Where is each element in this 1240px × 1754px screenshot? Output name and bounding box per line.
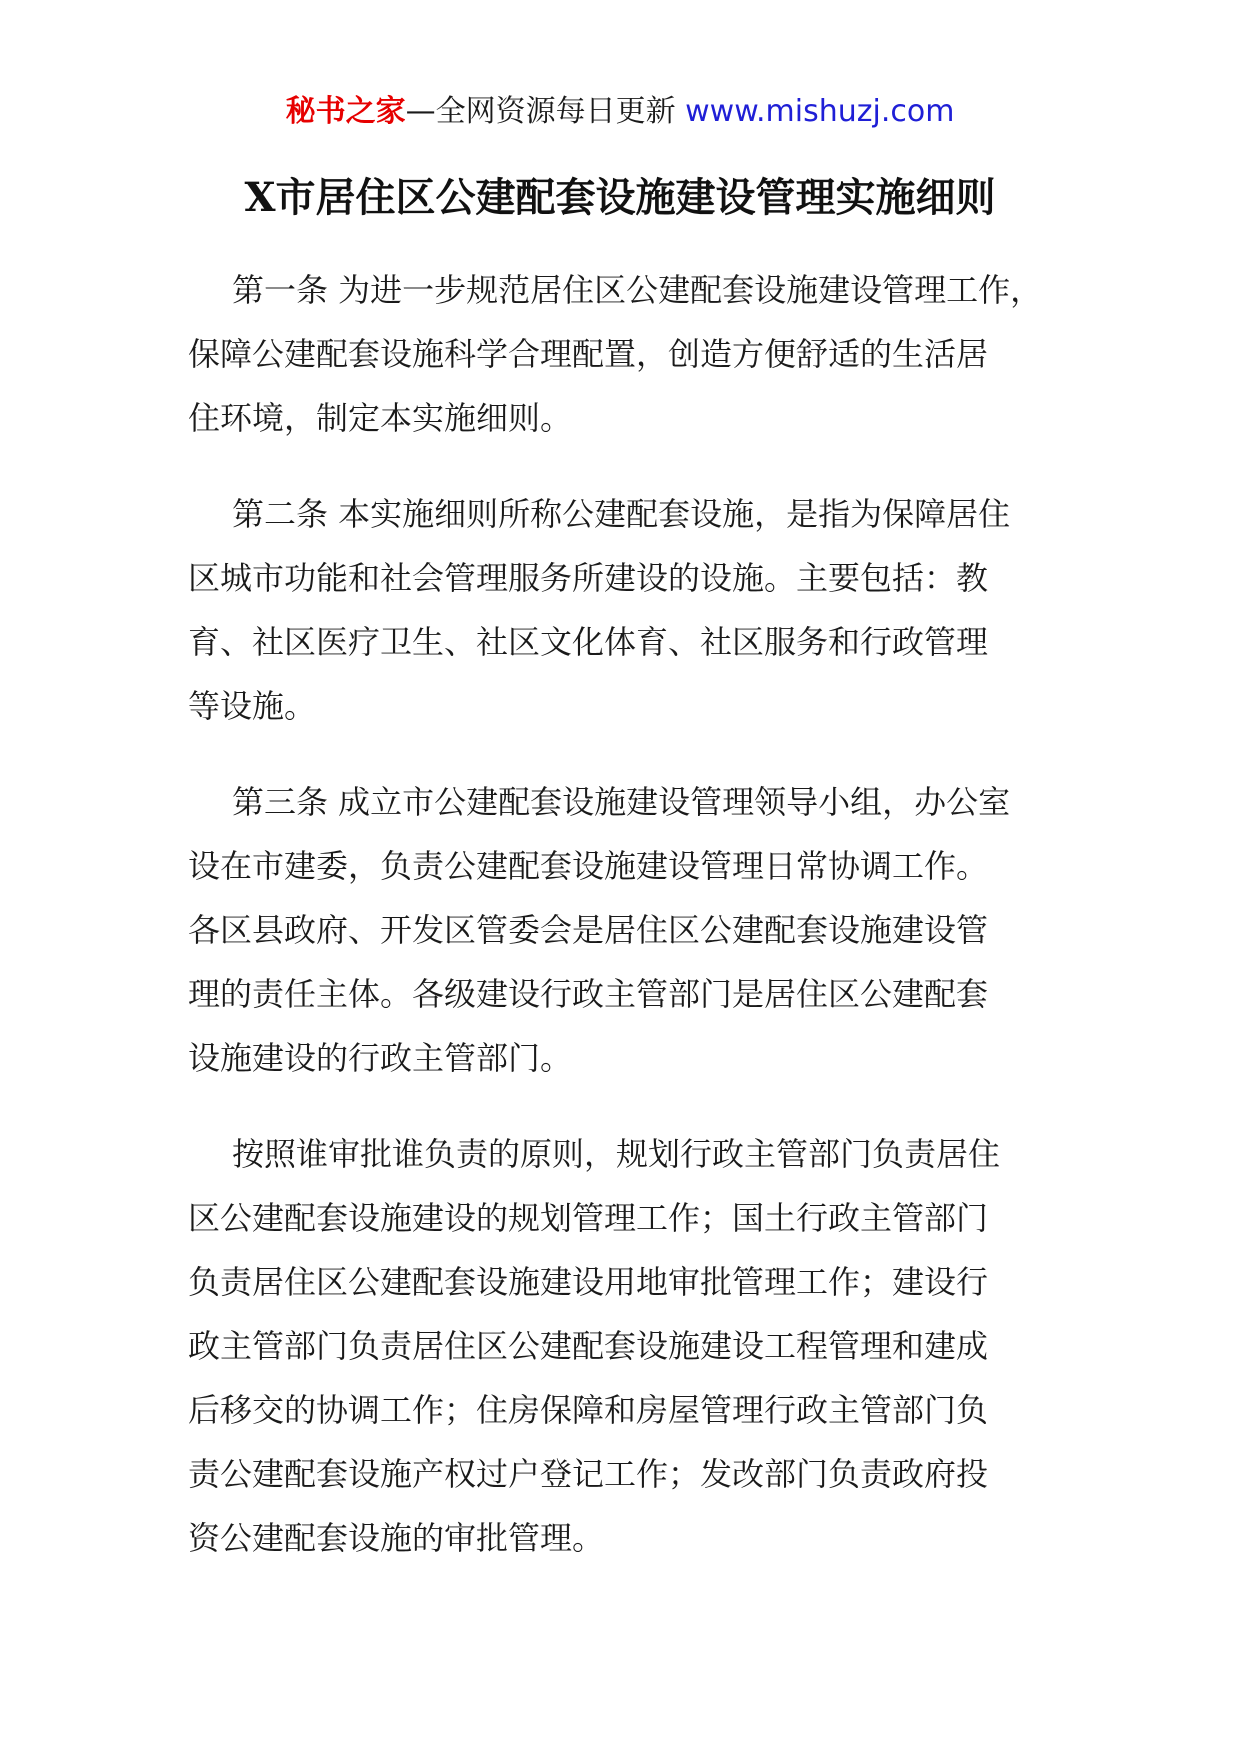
- paragraph-line: 后移交的协调工作；住房保障和房屋管理行政主管部门负: [188, 1391, 989, 1429]
- paragraph-responsibilities: [188, 1122, 1088, 1570]
- paragraph-line: 区公建配套设施建设的规划管理工作；国土行政主管部门: [188, 1199, 989, 1237]
- paragraph-line: 资公建配套设施的审批管理。: [188, 1519, 605, 1557]
- paragraph-line: 住环境，制定本实施细则。: [188, 399, 573, 437]
- paragraph-article-2: [188, 482, 1088, 738]
- brand-name: 秘书之家: [285, 94, 406, 129]
- paragraph-line: 理的责任主体。各级建设行政主管部门是居住区公建配套: [188, 975, 989, 1013]
- paragraph-line: 负责居住区公建配套设施建设用地审批管理工作；建设行: [188, 1263, 989, 1301]
- paragraph-line: 区城市功能和社会管理服务所建设的设施。主要包括：教: [188, 559, 989, 597]
- header-dash: —: [405, 94, 436, 129]
- paragraph-line: 政主管部门负责居住区公建配套设施建设工程管理和建成: [188, 1327, 989, 1365]
- paragraph-line: 第二条 本实施细则所称公建配套设施，是指为保障居住: [232, 495, 1011, 533]
- paragraph-line: 育、社区医疗卫生、社区文化体育、社区服务和行政管理: [188, 623, 989, 661]
- header-tagline: 全网资源每日更新: [435, 94, 676, 129]
- paragraph-line: 按照谁审批谁负责的原则，规划行政主管部门负责居住: [232, 1135, 1001, 1173]
- site-header: [0, 92, 1240, 132]
- paragraph-line: 第三条 成立市公建配套设施建设管理领导小组，办公室: [232, 783, 1011, 821]
- paragraph-line: 设施建设的行政主管部门。: [188, 1039, 573, 1077]
- paragraph-line: 责公建配套设施产权过户登记工作；发改部门负责政府投: [188, 1455, 989, 1493]
- document-title: X市居住区公建配套设施建设管理实施细则: [244, 174, 996, 221]
- document-body: [188, 258, 1088, 1602]
- paragraph-line: 设在市建委，负责公建配套设施建设管理日常协调工作。: [188, 847, 989, 885]
- site-url-link[interactable]: www.mishuzj.com: [685, 94, 955, 129]
- paragraph-line: 等设施。: [188, 687, 317, 725]
- paragraph-line: 第一条 为进一步规范居住区公建配套设施建设管理工作，: [232, 271, 1043, 309]
- paragraph-line: 保障公建配套设施科学合理配置，创造方便舒适的生活居: [188, 335, 989, 373]
- paragraph-article-1: [188, 258, 1088, 450]
- paragraph-line: 各区县政府、开发区管委会是居住区公建配套设施建设管: [188, 911, 989, 949]
- paragraph-article-3: [188, 770, 1088, 1090]
